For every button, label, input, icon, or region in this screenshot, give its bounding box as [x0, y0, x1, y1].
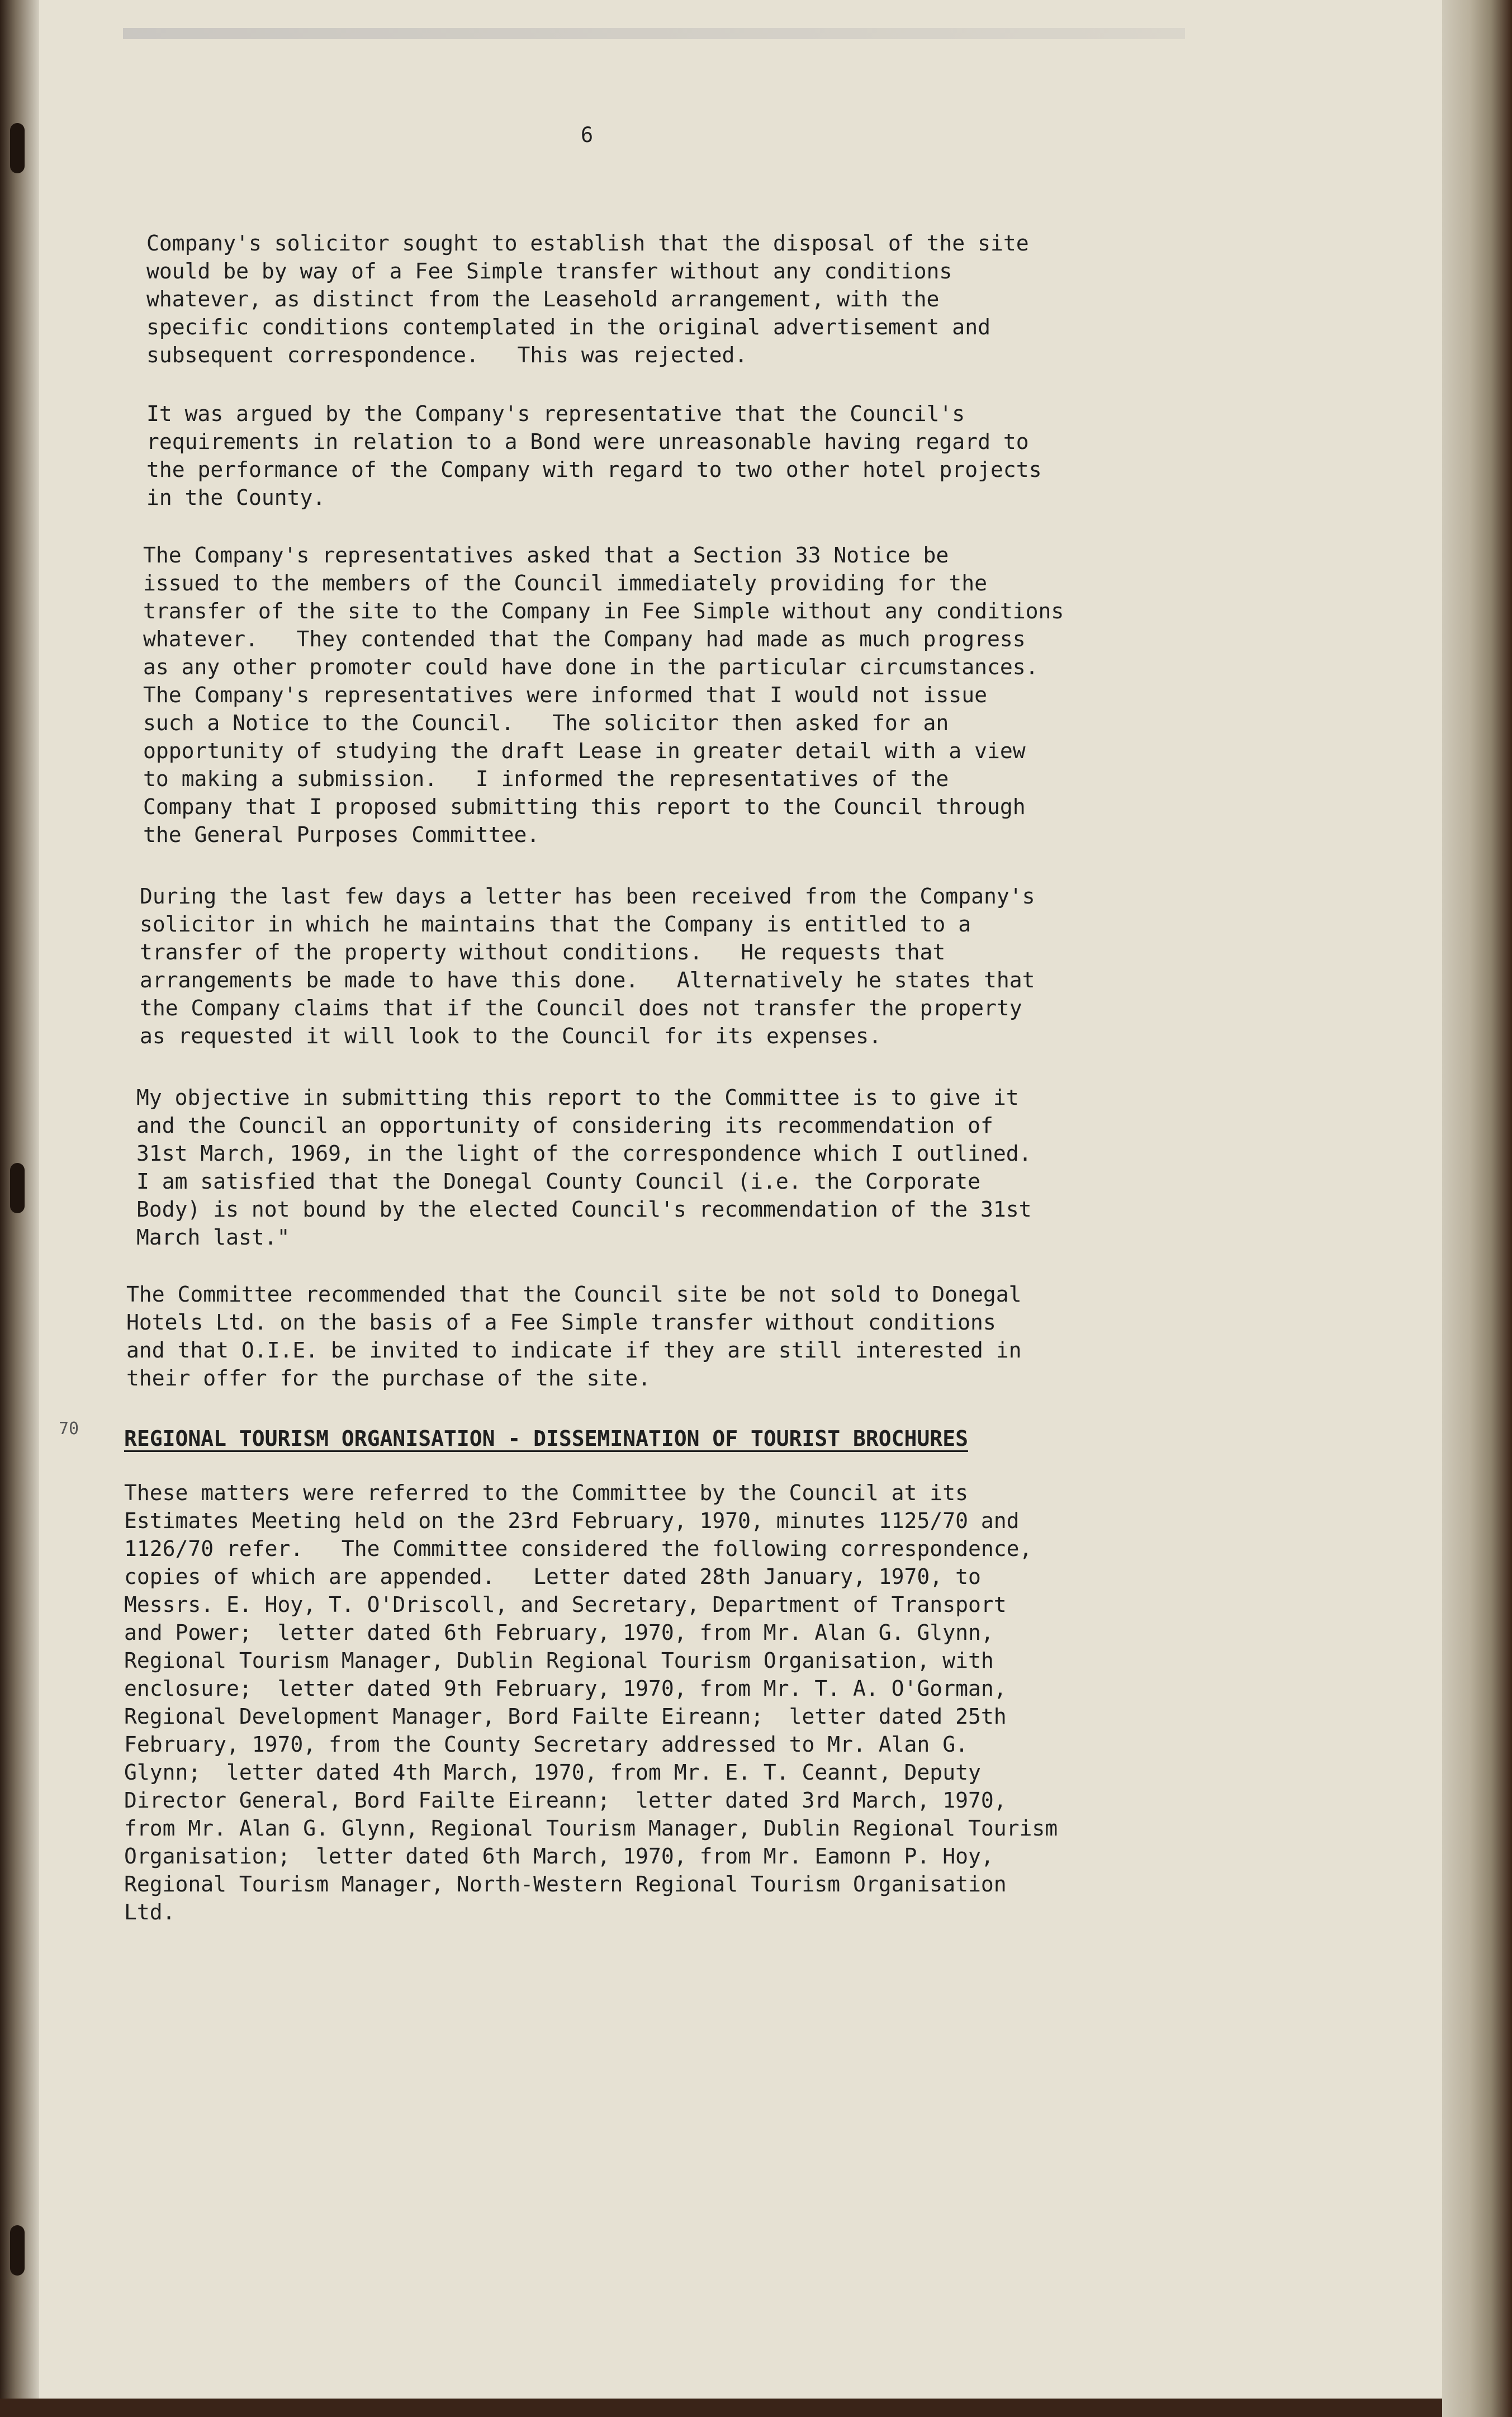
bleed-through-text: [123, 28, 1185, 39]
paragraph-bond-requirements: It was argued by the Company's representative that the Council's requirements in relation to a Bond were unreasonable having regard to the performance of the Company with regard to two other hotel projects in the County.: [146, 401, 1042, 510]
page-number: 6: [580, 123, 594, 147]
paragraph-section-notice: The Company's representatives asked that a Section 33 Notice be issued to the members of the Council immediately providing for the transfer of the site to the Company in Fee Simple without any conditions whatever. They contended that the Company had made as much progress as any other promoter could have done in the particular circumstances. The Company's representatives were informed that I would not issue such a Notice to the Council. The solicitor then asked for an opportunity of studying the draft Lease in greater detail with a view to making a submission. I informed the representatives of the Company that I proposed submitting this report to the Council through the General Purposes Committee.: [143, 543, 1064, 847]
binding-hole: [10, 123, 25, 173]
page-stack-edge: [1442, 0, 1512, 2417]
paragraph-solicitor-letter: During the last few days a letter has been received from the Company's solicitor in which he maintains that the Company is entitled to a transfer of the property without conditions. He requests that arrangements be made to have this done. Alternatively he states that the Company claims that if the Council does not transfer the property as requested it will look to the Council for its expenses.: [140, 884, 1035, 1048]
section-heading: REGIONAL TOURISM ORGANISATION - DISSEMINATION OF TOURIST BROCHURES: [124, 1426, 968, 1451]
paragraph-committee-recommendation: The Committee recommended that the Council site be not sold to Donegal Hotels Ltd. on the basis of a Fee Simple transfer without conditions and that O.I.E. be invited to indicate if they are still interested in their offer for the purchase of the site.: [126, 1282, 1022, 1390]
binding-hole: [10, 2225, 25, 2276]
paragraph-objective: My objective in submitting this report to the Committee is to give it and the Council an opportunity of considering its recommendation of 31st March, 1969, in the light of the correspondence which I outlined. I am satisfied that the Donegal County Council (i.e. the Corporate Body) is not bound by the elected Council's recommendation of the 31st March last.": [136, 1085, 1032, 1250]
paragraph-correspondence: These matters were referred to the Committee by the Council at its Estimates Meeting held on the 23rd February, 1970, minutes 1125/70 and 1126/70 refer. The Committee considered the following correspondence, copies of which are appended. Letter dated 28th January, 1970, to Messrs. E. Hoy, T. O'Driscoll, and Secretary, Department of Transport and Power; letter dated 6th February, 1970, from Mr. Alan G. Glynn, Regional Tourism Manager, Dublin Regional Tourism Organisation, with enclosure; letter dated 9th February, 1970, from Mr. T. A. O'Gorman, Regional Development Manager, Bord Failte Eireann; letter dated 25th February, 1970, from the County Secretary addressed to Mr. Alan G. Glynn; letter dated 4th March, 1970, from Mr. E. T. Ceannt, Deputy Director General, Bord Failte Eireann; letter dated 3rd March, 1970, from Mr. Alan G. Glynn, Regional Tourism Manager, Dublin Regional Tourism Organisation; letter dated 6th March, 1970, from Mr. Eamonn P. Hoy, Regional Tourism Manager, North-Western Regional Tourism Organisation Ltd.: [124, 1481, 1058, 1924]
binding-hole: [10, 1163, 25, 1213]
margin-note: 70: [59, 1419, 79, 1439]
paragraph-solicitor-disposal: Company's solicitor sought to establish that the disposal of the site would be by way of a Fee Simple transfer without any conditions whatever, as distinct from the Leasehold arrangement, with the specific conditions contemplated in the original advertisement and subsequent correspondence. This was rejected.: [146, 231, 1029, 367]
